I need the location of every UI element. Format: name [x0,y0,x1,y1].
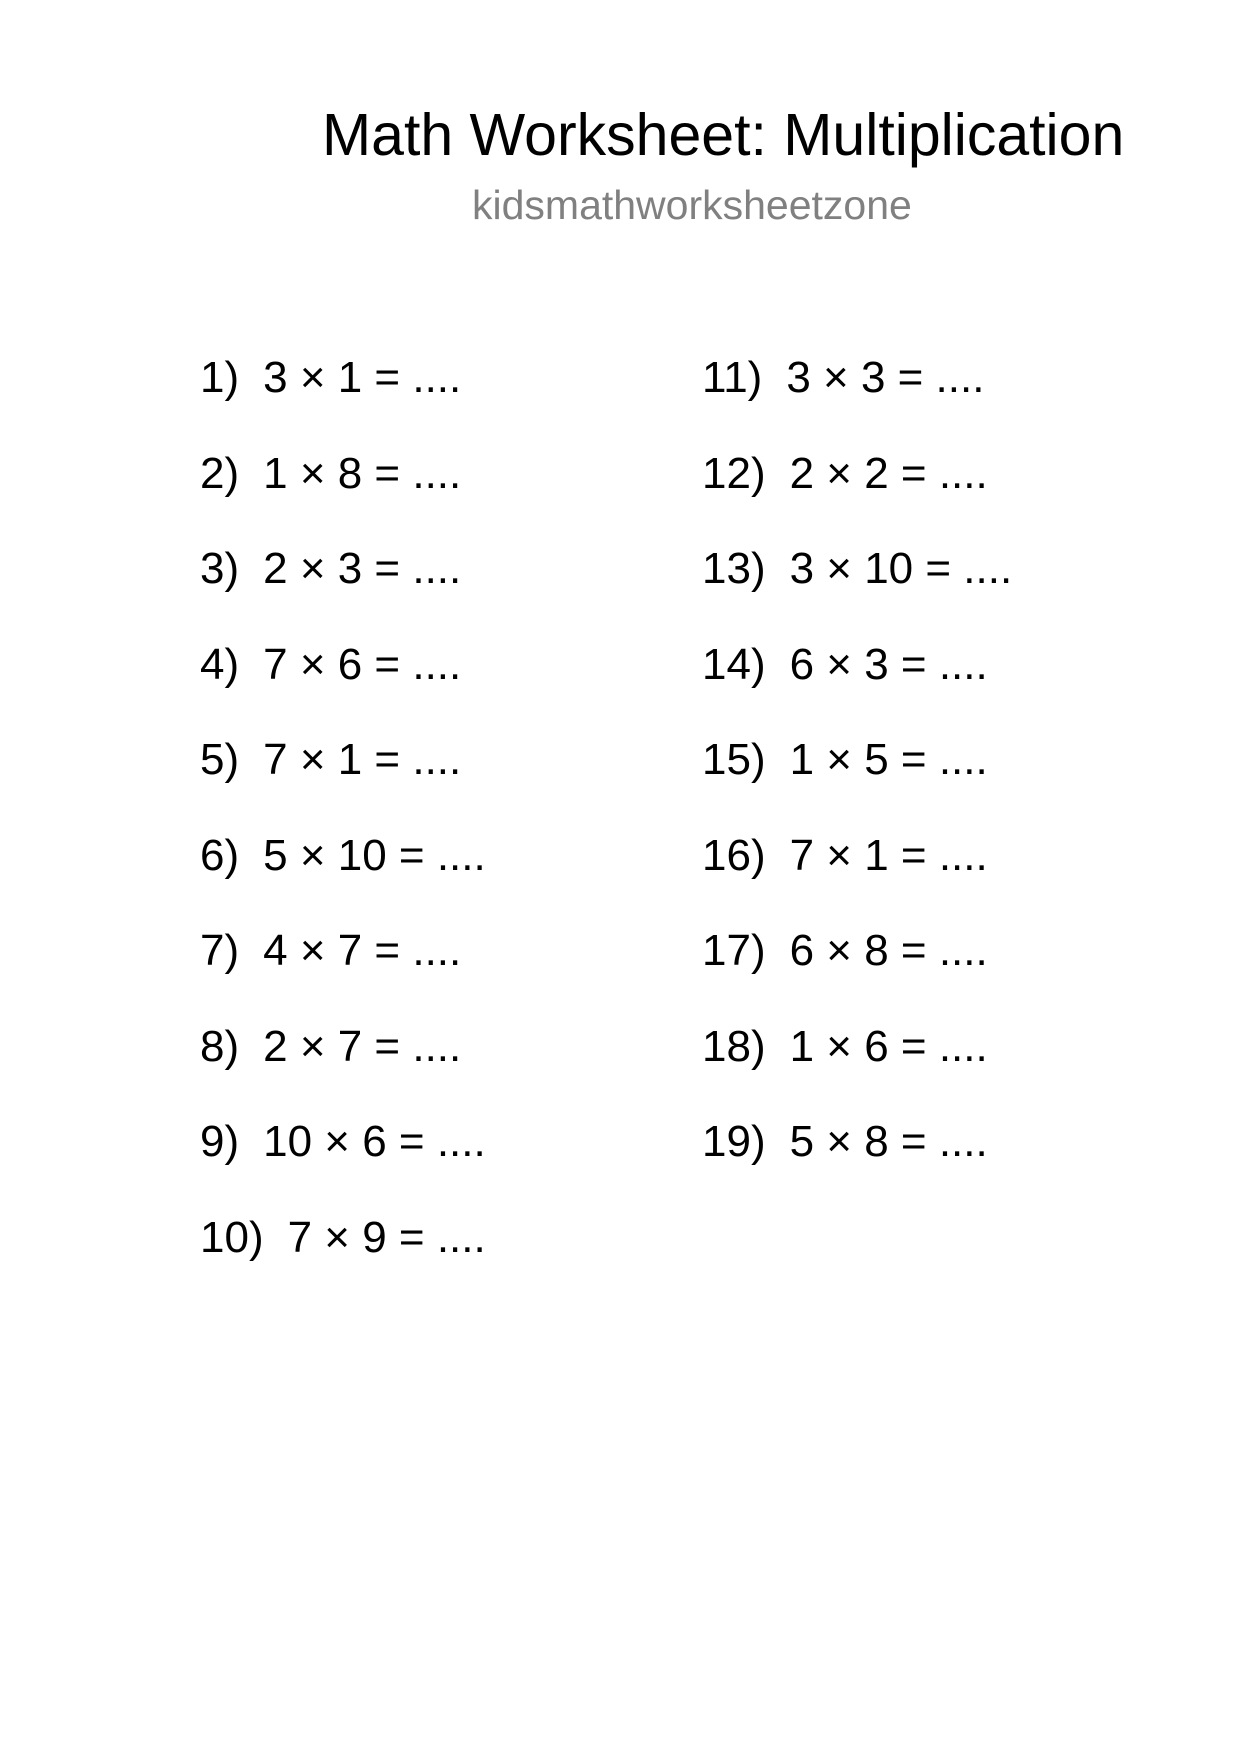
problem-number: 13) [702,544,766,593]
problem-item [702,539,1182,635]
problem-expression: 3 × 3 = .... [786,353,985,402]
problem-number: 12) [702,448,766,498]
problem-number: 17) [702,926,766,975]
problem-number: 9) [200,1117,240,1166]
problem-expression: 1 × 8 = .... [263,448,462,498]
problem-number: 19) [702,1117,766,1166]
problem-number: 14) [702,639,766,689]
problem-expression: 7 × 9 = .... [287,1212,486,1262]
site-name: kidsmathworksheetzone [472,182,912,228]
problem-expression: 7 × 1 = .... [789,830,988,880]
problem-number: 2) [200,448,240,498]
problem-number: 5) [200,735,240,784]
problem-item [702,730,1182,826]
problem-item [200,921,680,1017]
problem-item [200,635,680,731]
problem-expression: 2 × 2 = .... [789,448,988,498]
problem-item [200,539,680,635]
problem-number: 10) [200,1212,264,1262]
problem-column-left [200,348,680,1303]
problem-item [200,1017,680,1113]
problem-number: 6) [200,830,240,880]
problem-item [702,1112,1182,1208]
problem-number: 8) [200,1021,240,1071]
problem-item [702,348,1182,444]
problem-expression: 7 × 1 = .... [263,735,462,784]
problem-expression: 7 × 6 = .... [263,639,462,689]
problem-expression: 5 × 10 = .... [263,830,486,880]
problem-item [200,348,680,444]
problem-expression: 2 × 7 = .... [263,1021,462,1071]
problem-expression: 4 × 7 = .... [263,926,462,975]
problem-item [200,444,680,540]
problem-number: 11) [702,353,763,402]
problem-expression: 6 × 8 = .... [789,926,988,975]
problem-item [200,1112,680,1208]
problem-number: 4) [200,639,240,689]
problem-item [702,826,1182,922]
problem-expression: 5 × 8 = .... [789,1117,988,1166]
problem-column-right [702,348,1182,1208]
problem-number: 7) [200,926,240,975]
problem-expression: 1 × 5 = .... [789,735,988,784]
problem-item [200,730,680,826]
problem-item [702,921,1182,1017]
problem-number: 1) [200,353,240,402]
problem-expression: 2 × 3 = .... [263,544,462,593]
problem-number: 15) [702,735,766,784]
problem-expression: 3 × 1 = .... [263,353,462,402]
problem-expression: 10 × 6 = .... [263,1117,486,1166]
worksheet-header [0,95,1240,235]
page-title: Math Worksheet: Multiplication [322,102,1125,168]
problem-item [702,635,1182,731]
problem-number: 16) [702,830,766,880]
problem-item [702,444,1182,540]
problem-number: 3) [200,544,240,593]
problem-item [702,1017,1182,1113]
problem-expression: 1 × 6 = .... [789,1021,988,1071]
problem-item [200,1208,680,1304]
problem-number: 18) [702,1021,766,1071]
problem-expression: 6 × 3 = .... [789,639,988,689]
problem-item [200,826,680,922]
problem-expression: 3 × 10 = .... [789,544,1013,593]
